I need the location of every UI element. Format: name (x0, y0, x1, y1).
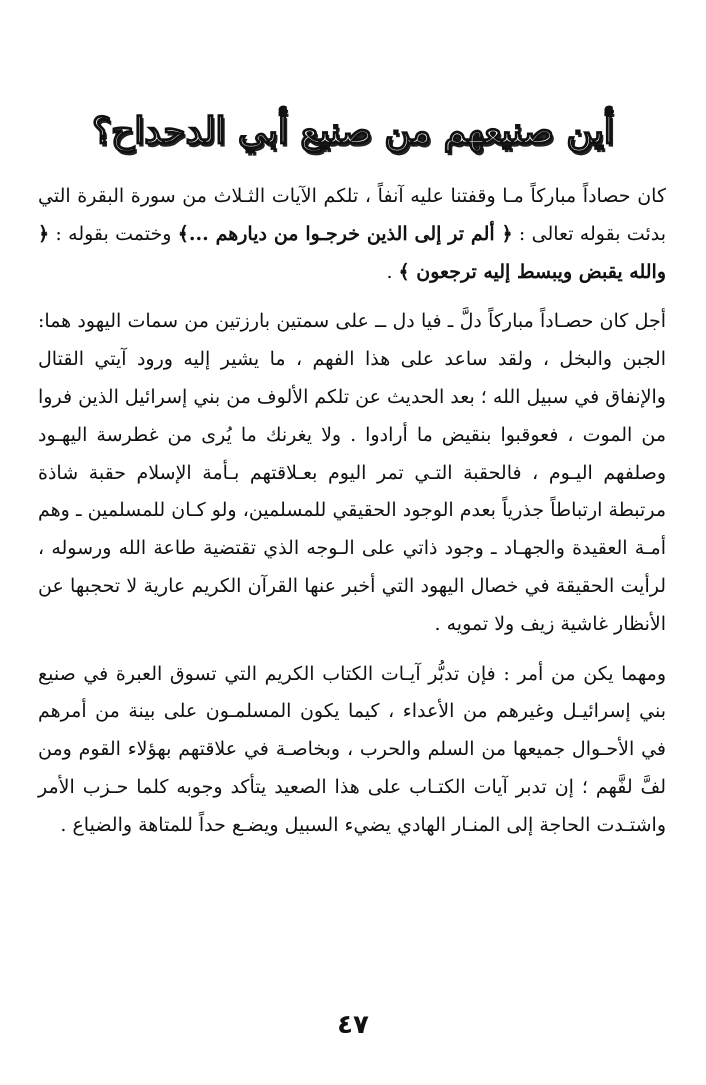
page-number: ٤٧ (337, 1010, 369, 1040)
paragraph-2 (38, 303, 666, 643)
quran-quote-1: ﴿ ألم تر إلى الذين خرجـوا من ديارهم ...﴾ (177, 222, 513, 245)
paragraph-1-intro: كان حصاداً مباركاً مـا وقفتنا عليه آنفاً ، تلكم الآيات الثـلاث من سورة البقرة التي بدئت بقوله تعالى : (38, 185, 666, 245)
paragraph-3-text: ومهما يكن من أمر : فإن تدبُّر آيـات الكتاب الكريم التي تسوق العبرة في صنيع بني إسرائيـل وغيرهم من الأعداء ، كيما يكون المسلمـون على بينة من أمرهم في الأحـوال جميعها من السلم والحرب ، وبخاصـة في علاقتهم بهؤلاء القوم ومن لفَّ لفَّهم ؛ إن تدبر آيات الكتـاب على هذا الصعيد يتأكد وجوبه كلما حـزب الأمر واشتـدت الحاجة إلى المنـار الهادي يضيء السبيل ويضـع حداً للمتاهة والضياع . (38, 662, 666, 836)
chapter-title: أين صنيعهم من صنيع أبي الدحداح؟ (92, 110, 614, 153)
body-text (38, 178, 666, 845)
paragraph-1-connector: وختمت بقوله : (49, 222, 178, 245)
paragraph-1 (38, 178, 666, 291)
paragraph-3 (38, 656, 666, 845)
paragraph-2-text: أجل كان حصـاداً مباركاً دلَّ ـ فيا دل ــ على سمتين بارزتين من سمات اليهود هما: الجبن والبخل ، ولقد ساعد على هذا الفهم ، ما يشير إليه ورود آيتي القتال والإنفاق في سبيل الله ؛ بعد الحديث عن تلكم الألوف من بني إسرائيل الذين فروا من الموت ، فعوقبوا بنقيض ما أرادوا . ولا يغرنك ما يُرى من غطرسة اليهـود وصلفهم اليـوم ، فالحقبة التـي تمر اليوم بعـلاقتهم بـأمة الإسلام حقبة شاذة مرتبطة ارتباطاً جذرياً بعدم الوجود الحقيقي للمسلمين، ولو كـان للمسلمين ـ وهم أمـة العقيدة والجهـاد ـ وجود ذاتي على الـوجه الذي تقتضية طاعة الله ورسوله ، لرأيت الحقيقة في خصال اليهود التي أخبر عنها القرآن الكريم عارية لا تحجبها عن الأنظار غاشية زيف ولا تمويه . (38, 310, 666, 635)
quran-quote-2: ﴿ والله يقبض ويبسط إليه ترجعون ﴾ (38, 222, 666, 283)
paragraph-1-end: . (386, 260, 399, 283)
